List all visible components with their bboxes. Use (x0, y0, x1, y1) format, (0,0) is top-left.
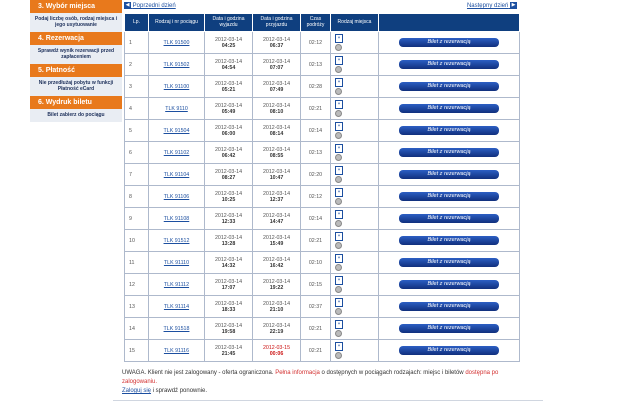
col-action (379, 14, 520, 32)
arrival-cell (253, 32, 301, 54)
train-link[interactable]: TLK 91112 (163, 281, 190, 288)
departure-cell (205, 208, 253, 230)
action-cell (379, 340, 520, 362)
table-row (125, 230, 520, 252)
train-link[interactable]: TLK 9110 (165, 105, 188, 112)
notice-part2: o dostępnych w pociągach rodzajach: miejsc i biletów (319, 370, 466, 376)
duration-cell: 02:37 (301, 296, 331, 318)
step-6-desc: Bilet zabierz do pociągu (30, 109, 122, 122)
train-cell (149, 32, 205, 54)
arrival-date: 2012-03-14 (262, 190, 291, 197)
duration-cell: 02:12 (301, 32, 331, 54)
step-3-desc: Podaj liczbę osób, rodzaj miejsca i jego usytuowanie (30, 13, 122, 32)
train-cell (149, 296, 205, 318)
seat-type-cell (331, 230, 379, 252)
seat-type-cell (331, 98, 379, 120)
arrival-time: 19:22 (269, 284, 284, 291)
ticket-reservation-button[interactable]: Bilet z rezerwacją (399, 82, 499, 91)
departure-time: 18:33 (221, 306, 236, 313)
train-cell (149, 318, 205, 340)
train-link[interactable]: TLK 91518 (163, 325, 190, 332)
notice-highlight2: dostępna po zalogowaniu. (122, 370, 499, 385)
action-cell (379, 54, 520, 76)
duration-cell: 02:15 (301, 274, 331, 296)
table-row (125, 120, 520, 142)
table-row (125, 164, 520, 186)
notice-part3: i sprawdź ponownie. (151, 388, 208, 394)
seat-type-radio[interactable] (335, 264, 342, 271)
table-row (125, 296, 520, 318)
next-day-link[interactable] (467, 2, 517, 9)
seat-type-cell (331, 164, 379, 186)
departure-time: 05:21 (221, 86, 236, 93)
departure-cell (205, 252, 253, 274)
departure-date: 2012-03-14 (214, 300, 243, 307)
departure-date: 2012-03-14 (214, 146, 243, 153)
arrival-cell (253, 186, 301, 208)
row-number: 15 (125, 340, 149, 362)
col-duration: Czas podróży (301, 14, 331, 32)
col-arrival: Data i godzina przyjazdu (253, 14, 301, 32)
seat-type-radio[interactable] (335, 286, 342, 293)
arrival-cell (253, 208, 301, 230)
arrival-cell (253, 340, 301, 362)
row-number: 11 (125, 252, 149, 274)
seat-type-radio[interactable] (335, 154, 342, 161)
arrival-time: 16:42 (269, 262, 284, 269)
action-cell (379, 164, 520, 186)
notice-text (122, 369, 532, 396)
arrival-time: 14:47 (269, 218, 284, 225)
notice-part1: UWAGA. Klient nie jest zalogowany - oferta ograniczona. (122, 370, 276, 376)
table-row (125, 274, 520, 296)
seat-icon: ⑂ (335, 254, 343, 263)
row-number: 10 (125, 230, 149, 252)
col-seat-type: Rodzaj miejsca (331, 14, 379, 32)
ticket-reservation-button[interactable]: Bilet z rezerwacją (399, 38, 499, 47)
ticket-reservation-button[interactable]: Bilet z rezerwacją (399, 148, 499, 157)
ticket-reservation-button[interactable]: Bilet z rezerwacją (399, 126, 499, 135)
arrival-cell (253, 296, 301, 318)
departure-date: 2012-03-14 (214, 322, 243, 329)
train-link[interactable]: TLK 91500 (163, 39, 190, 46)
arrival-date: 2012-03-14 (262, 256, 291, 263)
arrival-cell (253, 252, 301, 274)
departure-cell (205, 142, 253, 164)
train-link[interactable]: TLK 91116 (163, 347, 190, 354)
seat-type-cell (331, 32, 379, 54)
departure-date: 2012-03-14 (214, 80, 243, 87)
train-cell (149, 120, 205, 142)
departure-date: 2012-03-14 (214, 278, 243, 285)
arrival-date: 2012-03-14 (262, 300, 291, 307)
arrival-cell (253, 274, 301, 296)
train-cell (149, 164, 205, 186)
row-number: 6 (125, 142, 149, 164)
step-3 (30, 0, 122, 32)
seat-icon: ⑂ (335, 276, 343, 285)
arrival-date: 2012-03-14 (262, 168, 291, 175)
table-row (125, 318, 520, 340)
arrival-date: 2012-03-14 (262, 36, 291, 43)
row-number: 4 (125, 98, 149, 120)
duration-cell: 02:21 (301, 98, 331, 120)
departure-date: 2012-03-14 (214, 58, 243, 65)
departure-time: 21:45 (221, 350, 236, 357)
departure-cell (205, 274, 253, 296)
ticket-reservation-button[interactable]: Bilet z rezerwacją (399, 280, 499, 289)
row-number: 14 (125, 318, 149, 340)
seat-type-radio[interactable] (335, 242, 342, 249)
departure-time: 05:49 (221, 108, 236, 115)
ticket-reservation-button[interactable]: Bilet z rezerwacją (399, 258, 499, 267)
seat-icon: ⑂ (335, 232, 343, 241)
step-5-title: 5. Płatność (30, 64, 122, 77)
departure-date: 2012-03-14 (214, 234, 243, 241)
table-row (125, 208, 520, 230)
step-4-desc: Sprawdź wynik rezerwacji przed zapłaceniem (30, 45, 122, 64)
arrival-time: 08:10 (269, 108, 284, 115)
ticket-reservation-button[interactable]: Bilet z rezerwacją (399, 236, 499, 245)
login-link[interactable]: Zaloguj się (122, 388, 152, 394)
arrival-date: 2012-03-14 (262, 102, 291, 109)
row-number: 5 (125, 120, 149, 142)
row-number: 12 (125, 274, 149, 296)
arrival-date: 2012-03-14 (262, 124, 291, 131)
arrival-cell (253, 76, 301, 98)
duration-cell: 02:21 (301, 318, 331, 340)
seat-type-cell (331, 142, 379, 164)
train-cell (149, 186, 205, 208)
arrow-left-icon: ◀ (125, 2, 130, 8)
table-row (125, 76, 520, 98)
ticket-reservation-button[interactable]: Bilet z rezerwacją (399, 214, 499, 223)
seat-type-cell (331, 252, 379, 274)
ticket-reservation-button[interactable]: Bilet z rezerwacją (399, 104, 499, 113)
train-link[interactable]: TLK 91502 (163, 61, 190, 68)
seat-type-cell (331, 274, 379, 296)
departure-cell (205, 186, 253, 208)
train-link[interactable]: TLK 91108 (163, 215, 190, 222)
departure-time: 08:27 (221, 174, 236, 181)
step-4-title: 4. Rezerwacja (30, 32, 122, 45)
step-6 (30, 96, 122, 122)
action-cell (379, 98, 520, 120)
row-number: 8 (125, 186, 149, 208)
train-link[interactable]: TLK 91104 (163, 171, 190, 178)
seat-type-cell (331, 208, 379, 230)
departure-time: 14:32 (221, 262, 236, 269)
seat-icon: ⑂ (335, 144, 343, 153)
action-cell (379, 230, 520, 252)
step-3-title: 3. Wybór miejsca (30, 0, 122, 13)
seat-type-cell (331, 186, 379, 208)
duration-cell: 02:13 (301, 142, 331, 164)
train-cell (149, 274, 205, 296)
duration-cell: 02:14 (301, 120, 331, 142)
train-cell (149, 142, 205, 164)
table-row (125, 98, 520, 120)
step-sidebar (30, 0, 122, 122)
notice-highlight1: Pełna informacja (275, 370, 320, 376)
train-link[interactable]: TLK 91504 (163, 127, 190, 134)
action-cell (379, 318, 520, 340)
arrival-date: 2012-03-14 (262, 146, 291, 153)
duration-cell: 02:21 (301, 340, 331, 362)
seat-type-radio[interactable] (335, 44, 342, 51)
seat-type-cell (331, 120, 379, 142)
arrival-cell (253, 120, 301, 142)
arrival-date: 2012-03-14 (262, 80, 291, 87)
ticket-reservation-button[interactable]: Bilet z rezerwacją (399, 192, 499, 201)
departure-date: 2012-03-14 (214, 36, 243, 43)
seat-type-radio[interactable] (335, 308, 342, 315)
footer-divider (113, 400, 543, 401)
duration-cell: 02:12 (301, 186, 331, 208)
arrival-date: 2012-03-15 (262, 344, 291, 351)
row-number: 2 (125, 54, 149, 76)
departure-time: 04:54 (221, 64, 236, 71)
departure-date: 2012-03-14 (214, 212, 243, 219)
row-number: 9 (125, 208, 149, 230)
arrival-date: 2012-03-14 (262, 212, 291, 219)
arrival-time: 08:55 (269, 152, 284, 159)
seat-type-cell (331, 296, 379, 318)
train-link[interactable]: TLK 91512 (163, 237, 190, 244)
row-number: 1 (125, 32, 149, 54)
seat-type-radio[interactable] (335, 220, 342, 227)
seat-icon: ⑂ (335, 320, 343, 329)
departure-cell (205, 76, 253, 98)
arrival-time: 10:47 (269, 174, 284, 181)
arrival-time: 08:14 (269, 130, 284, 137)
seat-type-radio[interactable] (335, 132, 342, 139)
train-link[interactable]: TLK 91106 (163, 193, 190, 200)
arrival-time: 07:49 (269, 86, 284, 93)
departure-time: 06:00 (221, 130, 236, 137)
departure-cell (205, 54, 253, 76)
step-5-desc: Nie przedłużaj pobytu w funkcji Płatność eCard (30, 77, 122, 96)
departure-cell (205, 32, 253, 54)
departure-cell (205, 98, 253, 120)
arrival-date: 2012-03-14 (262, 278, 291, 285)
seat-type-radio[interactable] (335, 330, 342, 337)
arrival-time: 00:06 (269, 350, 284, 357)
duration-cell: 02:14 (301, 208, 331, 230)
col-train: Rodzaj i nr pociągu (149, 14, 205, 32)
departure-date: 2012-03-14 (214, 190, 243, 197)
arrival-cell (253, 230, 301, 252)
table-row (125, 142, 520, 164)
departure-time: 12:33 (221, 218, 236, 225)
ticket-reservation-button[interactable]: Bilet z rezerwacją (399, 60, 499, 69)
departure-cell (205, 230, 253, 252)
duration-cell: 02:13 (301, 54, 331, 76)
prev-day-label: Poprzedni dzień (132, 3, 176, 10)
day-navigation (124, 0, 519, 13)
seat-icon: ⑂ (335, 210, 343, 219)
arrival-time: 06:37 (269, 42, 284, 49)
arrival-cell (253, 318, 301, 340)
train-cell (149, 76, 205, 98)
action-cell (379, 142, 520, 164)
train-link[interactable]: TLK 91102 (163, 149, 190, 156)
train-cell (149, 54, 205, 76)
departure-cell (205, 318, 253, 340)
seat-icon: ⑂ (335, 78, 343, 87)
seat-type-radio[interactable] (335, 198, 342, 205)
col-lp: Lp. (125, 14, 149, 32)
seat-type-cell (331, 54, 379, 76)
row-number: 3 (125, 76, 149, 98)
departure-date: 2012-03-14 (214, 344, 243, 351)
action-cell (379, 208, 520, 230)
seat-type-radio[interactable] (335, 352, 342, 359)
departure-cell (205, 120, 253, 142)
departure-cell (205, 296, 253, 318)
arrival-cell (253, 54, 301, 76)
departure-time: 13:28 (221, 240, 236, 247)
seat-type-radio[interactable] (335, 88, 342, 95)
action-cell (379, 32, 520, 54)
departure-time: 19:58 (221, 328, 236, 335)
seat-type-cell (331, 318, 379, 340)
action-cell (379, 186, 520, 208)
table-row (125, 54, 520, 76)
arrival-time: 07:07 (269, 64, 284, 71)
seat-type-cell (331, 76, 379, 98)
action-cell (379, 296, 520, 318)
action-cell (379, 274, 520, 296)
departure-cell (205, 164, 253, 186)
action-cell (379, 120, 520, 142)
seat-icon: ⑂ (335, 188, 343, 197)
departure-date: 2012-03-14 (214, 124, 243, 131)
prev-day-link[interactable] (124, 2, 176, 9)
col-departure: Data i godzina wyjazdu (205, 14, 253, 32)
table-header-row (125, 14, 520, 32)
train-cell (149, 252, 205, 274)
table-row (125, 252, 520, 274)
row-number: 13 (125, 296, 149, 318)
seat-type-radio[interactable] (335, 66, 342, 73)
step-6-title: 6. Wydruk biletu (30, 96, 122, 109)
arrival-date: 2012-03-14 (262, 58, 291, 65)
duration-cell: 02:10 (301, 252, 331, 274)
departure-time: 10:25 (221, 196, 236, 203)
arrival-cell (253, 164, 301, 186)
train-cell (149, 340, 205, 362)
action-cell (379, 76, 520, 98)
step-5 (30, 64, 122, 96)
ticket-reservation-button[interactable]: Bilet z rezerwacją (399, 302, 499, 311)
arrival-time: 22:19 (269, 328, 284, 335)
duration-cell: 02:20 (301, 164, 331, 186)
train-link[interactable]: TLK 91114 (163, 303, 190, 310)
arrow-right-icon: ▶ (511, 2, 516, 8)
departure-date: 2012-03-14 (214, 256, 243, 263)
seat-icon: ⑂ (335, 166, 343, 175)
train-link[interactable]: TLK 91100 (163, 83, 190, 90)
seat-icon: ⑂ (335, 342, 343, 351)
departure-time: 04:25 (221, 42, 236, 49)
seat-icon: ⑂ (335, 298, 343, 307)
seat-icon: ⑂ (335, 100, 343, 109)
duration-cell: 02:28 (301, 76, 331, 98)
train-link[interactable]: TLK 91110 (163, 259, 190, 266)
next-day-label: Następny dzień (466, 3, 509, 10)
connections-table (124, 13, 520, 362)
row-number: 7 (125, 164, 149, 186)
results-panel (124, 0, 519, 362)
departure-time: 17:07 (221, 284, 236, 291)
seat-icon: ⑂ (335, 34, 343, 43)
duration-cell: 02:21 (301, 230, 331, 252)
table-row (125, 186, 520, 208)
ticket-reservation-button[interactable]: Bilet z rezerwacją (399, 324, 499, 333)
train-cell (149, 230, 205, 252)
action-cell (379, 252, 520, 274)
departure-date: 2012-03-14 (214, 168, 243, 175)
seat-icon: ⑂ (335, 56, 343, 65)
seat-icon: ⑂ (335, 122, 343, 131)
train-cell (149, 98, 205, 120)
seat-type-radio[interactable] (335, 110, 342, 117)
arrival-time: 15:49 (269, 240, 284, 247)
ticket-reservation-button[interactable]: Bilet z rezerwacją (399, 346, 499, 355)
arrival-cell (253, 98, 301, 120)
step-4 (30, 32, 122, 64)
departure-date: 2012-03-14 (214, 102, 243, 109)
ticket-reservation-button[interactable]: Bilet z rezerwacją (399, 170, 499, 179)
arrival-time: 12:37 (269, 196, 284, 203)
arrival-date: 2012-03-14 (262, 322, 291, 329)
arrival-date: 2012-03-14 (262, 234, 291, 241)
seat-type-cell (331, 340, 379, 362)
seat-type-radio[interactable] (335, 176, 342, 183)
table-row (125, 32, 520, 54)
train-cell (149, 208, 205, 230)
departure-cell (205, 340, 253, 362)
arrival-time: 21:10 (269, 306, 284, 313)
arrival-cell (253, 142, 301, 164)
departure-time: 06:42 (221, 152, 236, 159)
table-row (125, 340, 520, 362)
